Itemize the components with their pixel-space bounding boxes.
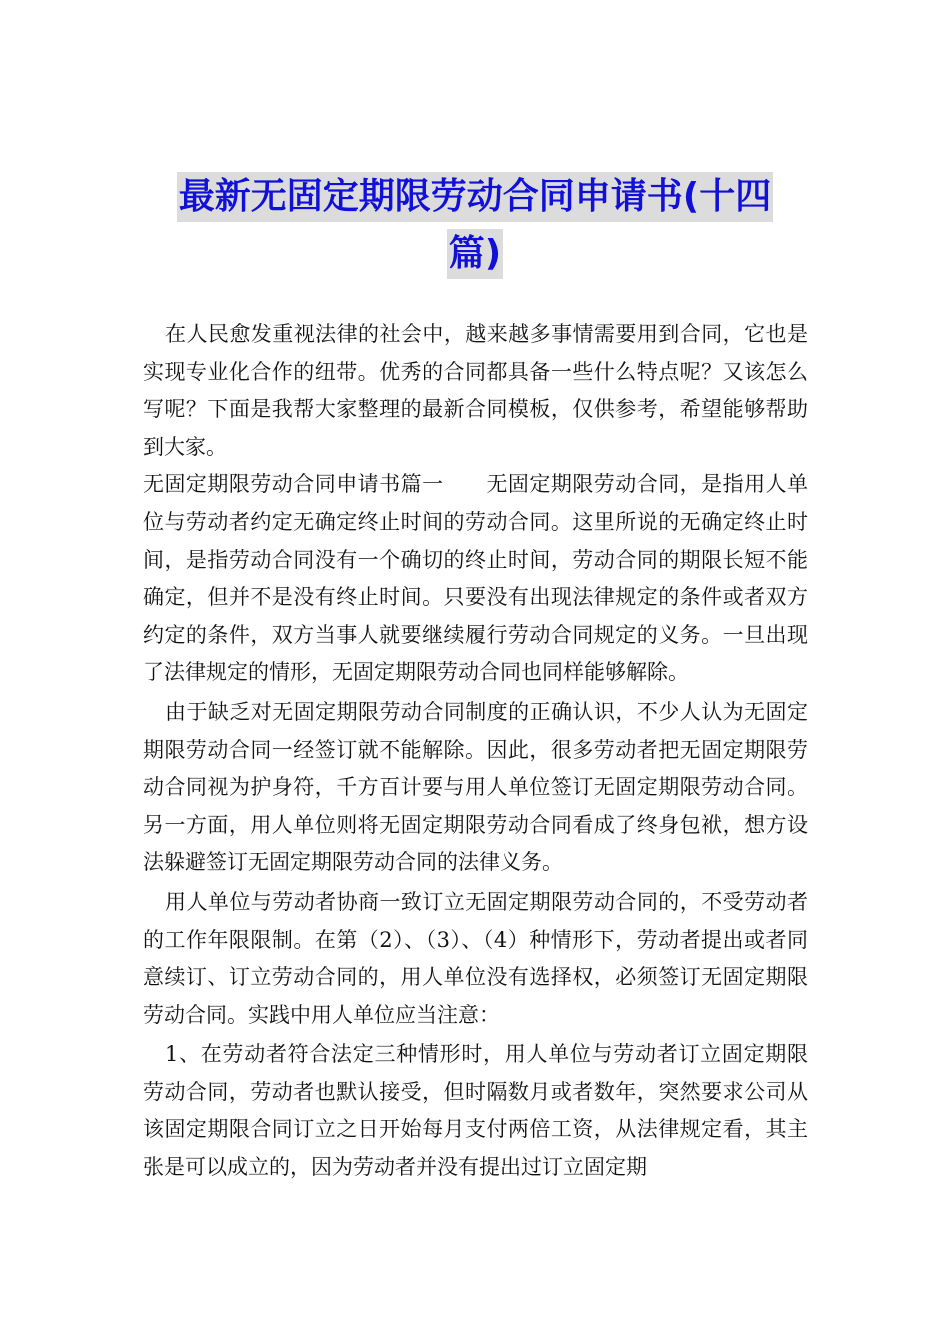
body-paragraph: 用人单位与劳动者协商一致订立无固定期限劳动合同的，不受劳动者的工作年限限制。在第（2）、（3）、（4）种情形下，劳动者提出或者同意续订、订立劳动合同的，用人单位没有选择权，必须签订无固定期限劳动合同。实践中用人单位应当注意： [143, 889, 808, 1027]
title-text-2: 篇) [447, 229, 503, 279]
body-paragraph: 由于缺乏对无固定期限劳动合同制度的正确认识，不少人认为无固定期限劳动合同一经签订就不能解除。因此，很多劳动者把无固定期限劳动合同视为护身符，千方百计要与用人单位签订无固定期限劳动合同。另一方面，用人单位则将无固定期限劳动合同看成了终身包袱，想方设法躲避签订无固定期限劳动合同的法律义务。 [143, 699, 808, 875]
intro-paragraph: 在人民愈发重视法律的社会中，越来越多事情需要用到合同，它也是实现专业化合作的纽带。优秀的合同都具备一些什么特点呢？又该怎么写呢？下面是我帮大家整理的最新合同模板，仅供参考，希望能够帮助到大家。 [143, 322, 808, 459]
title-line-2 [0, 229, 950, 286]
document-body [143, 316, 808, 1187]
title-text-1: 最新无固定期限劳动合同申请书(十四 [177, 172, 773, 222]
section-one-paragraph: 无固定期限劳动合同申请书篇一 无固定期限劳动合同，是指用人单位与劳动者约定无确定终止时间的劳动合同。这里所说的无确定终止时间，是指劳动合同没有一个确切的终止时间，劳动合同的期限长短不能确定，但并不是没有终止时间。只要没有出现法律规定的条件或者双方约定的条件，双方当事人就要继续履行劳动合同规定的义务。一旦出现了法律规定的情形，无固定期限劳动合同也同样能够解除。 [143, 472, 808, 685]
title-line-1 [0, 172, 950, 229]
document-title [0, 172, 950, 286]
numbered-paragraph: 1、在劳动者符合法定三种情形时，用人单位与劳动者订立固定期限劳动合同，劳动者也默认接受，但时隔数月或者数年，突然要求公司从该固定期限合同订立之日开始每月支付两倍工资，从法律规定看，其主张是可以成立的，因为劳动者并没有提出过订立固定期 [143, 1042, 808, 1180]
